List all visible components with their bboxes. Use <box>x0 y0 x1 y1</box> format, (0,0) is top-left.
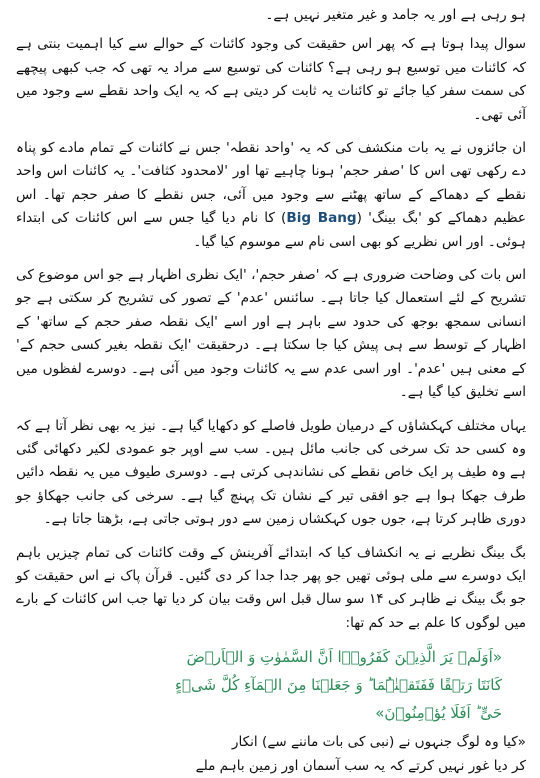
quran-verse <box>16 645 526 725</box>
verse-translation <box>16 731 526 778</box>
paragraph-expansion-question: سوال پیدا ہوتا ہے کہ پھر اس حقیقت کی وجود کائنات کے حوالے سے کیا اہمیت بنتی ہے کہ کائنات میں توسیع ہو رہی ہے؟ کائنات کی توسیع سے مراد یہ تھی کہ جب کبھی پیچھے کی سمت سفر کیا جائے تو کائنات یہ ثابت کر دیتی ہے کہ یہ ایک واحد نقطے سے وجود میں آئی تھی۔ <box>16 36 526 123</box>
paragraph-0: ہو رہی ہے اور یہ جامد و غیر متغیر نہیں ہے۔ <box>265 7 526 23</box>
verse-line-3: حَیٍّ ؕ اَفَلَا یُؤۡمِنُوۡنَ» <box>375 704 502 723</box>
verse-line-2: کَانَتَا رَتۡقًا فَفَتَقۡنٰہُمَا ؕ وَ جَعَلۡنَا مِنَ الۡمَآءِ کُلَّ شَیۡءٍ <box>174 676 502 695</box>
big-bang-text-a: ان جائزوں نے یہ بات منکشف کی کہ یہ 'واحد نقطہ' جس نے کائنات کے تمام مادے کو پناہ دے رکھی تھی اس کا 'صفر حجم' ہونا چاہیے تھا اور 'لامحدود کثافت'۔ یہ کائنات اس واحد نقطے کے دھماکے کے ساتھ پھٹنے سے وجود میں آئی، جس نقطے کا صفر حجم تھا۔ اس عظیم دھماکے کو 'بگ بینگ' ( <box>16 140 526 227</box>
big-bang-latin: Big Bang <box>286 210 357 227</box>
translation-line-2: کر دیا غور نہیں کرتے کہ یہ سب آسمان اور زمین باہم ملے <box>195 757 526 774</box>
paragraph-quran: بگ بینگ نظریے نے یہ انکشاف کیا کہ ابتدائے آفرینش کے وقت کائنات کی تمام چیزیں باہم ایک دوسرے سے ملی ہوئی تھیں جو پھر جدا جدا کر دی گئیں۔ قرآن پاک نے اس حقیقت کو جو بگ بینگ نے ظاہر کی ۱۴ سو سال قبل اس وقت بیان کر دیا تھا جب اس کائنات کے بارے میں لوگوں کا علم بے حد کم تھا: <box>16 544 526 631</box>
verse-line-1: «اَوَلَمۡ یَرَ الَّذِیۡنَ کَفَرُوۡۤا اَنَّ السَّمٰوٰتِ وَ الۡاَرۡضَ <box>186 648 502 667</box>
paragraph-galaxies: یہاں مختلف کہکشاؤں کے درمیان طویل فاصلے کو دکھایا گیا ہے۔ نیز یہ بھی نظر آتا ہے کہ وہ کسی حد تک سرخی کی جانب مائل ہیں۔ سب سے اوپر جو عمودی لکیر دکھائی گئی ہے وہ طیف پر ایک خاص نقطے کی نشاندہی کرتی ہے۔ دوسری طیوف میں یہ نقطہ دائیں طرف جھکا ہوا ہے جو افقی تیر کے نشان تک پہنچ گیا ہے۔ سرخی کی جانب جھکاؤ جو دوری ظاہر کرتا ہے، جوں جوں کہکشاں زمین سے دور ہوتی جاتی ہے، بڑھتا جاتا ہے۔ <box>16 417 526 528</box>
paragraph-zero-volume: اس بات کی وضاحت ضروری ہے کہ 'صفر حجم'، 'ایک نظری اظہار ہے جو اس موضوع کی تشریح کے لئے استعمال کیا جاتا ہے۔ سائنس 'عدم' کے تصور کی تشریح کر سکتی ہے جو انسانی سمجھ بوجھ کی حدود سے باہر ہے اور اسے 'ایک نقطہ صفر حجم کے ساتھ' کے اظہار کے توسط سے ہی پیش کیا جا سکتا ہے۔ درحقیقت 'ایک نقطہ بغیر کسی حجم کے' کے معنی ہیں 'عدم'۔ اور اسی عدم سے یہ کائنات وجود میں آئی ہے۔ دوسرے لفظوں میں اسے تخلیق کیا گیا ہے۔ <box>16 267 526 401</box>
paragraph-big-bang <box>16 137 526 254</box>
big-bang-text-b: ) کا نام دیا گیا جس سے اس کائنات کی ابتداء ہوئی۔ اور اس نظریے کو بھی اسی نام سے موسوم کیا گیا۔ <box>16 210 526 250</box>
translation-line-1: «کیا وہ لوگ جنہوں نے (نبی کی بات ماننے سے) انکار <box>231 734 526 751</box>
